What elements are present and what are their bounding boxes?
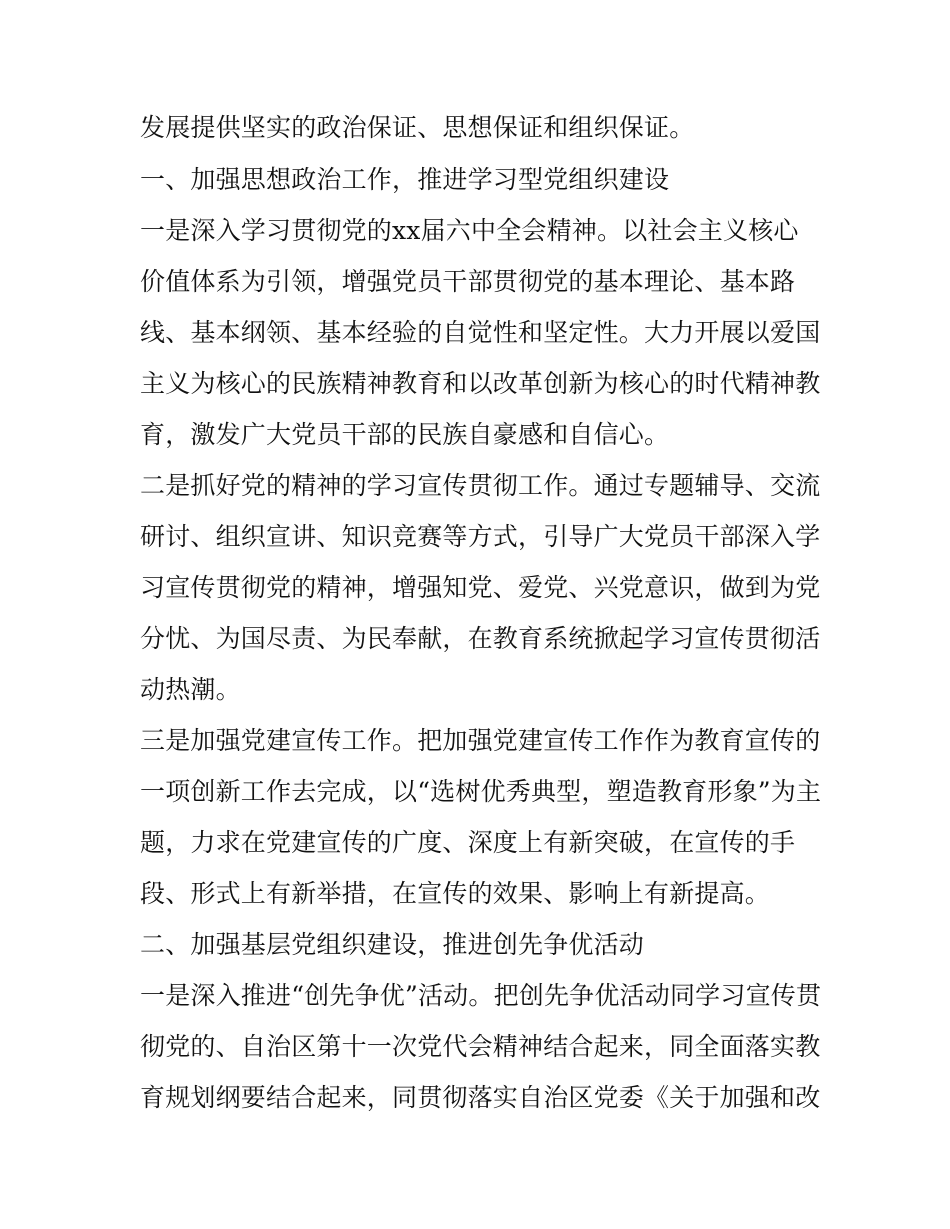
text-line: 一项创新工作去完成，以“选树优秀典型，塑造教育形象”为主	[140, 777, 822, 806]
text-line: 育规划纲要结合起来，同贯彻落实自治区党委《关于加强和改	[140, 1083, 821, 1112]
text-line: 线、基本纲领、基本经验的自觉性和坚定性。大力开展以爱国	[140, 318, 821, 347]
text-line: 题，力求在党建宣传的广度、深度上有新突破，在宣传的手	[140, 828, 796, 857]
text-line: 习宣传贯彻党的精神，增强知党、爱党、兴党意识，做到为党	[140, 573, 821, 602]
section-heading: 一、加强思想政治工作，推进学习型党组织建设	[140, 165, 670, 194]
text-line: 发展提供坚实的政治保证、思想保证和组织保证。	[140, 113, 695, 142]
text-line: 研讨、组织宣讲、知识竞赛等方式，引导广大党员干部深入学	[140, 522, 821, 551]
text-line: 段、形式上有新举措，在宣传的效果、影响上有新提高。	[140, 879, 771, 908]
text-line: 主义为核心的民族精神教育和以改革创新为核心的时代精神教	[140, 369, 821, 398]
text-line: 育，激发广大党员干部的民族自豪感和自信心。	[140, 420, 670, 449]
text-line: 一是深入推进“创先争优”活动。把创先争优活动同学习宣传贯	[140, 981, 822, 1010]
section-heading: 二、加强基层党组织建设，推进创先争优活动	[140, 930, 645, 959]
text-line: 分忧、为国尽责、为民奉献，在教育系统掀起学习宣传贯彻活	[140, 624, 821, 653]
text-line: 一是深入学习贯彻党的xx届六中全会精神。以社会主义核心	[140, 216, 799, 245]
text-line: 价值体系为引领，增强党员干部贯彻党的基本理论、基本路	[140, 267, 796, 296]
text-line: 动热潮。	[140, 675, 241, 704]
text-line: 彻党的、自治区第十一次党代会精神结合起来，同全面落实教	[140, 1032, 821, 1061]
text-line: 二是抓好党的精神的学习宣传贯彻工作。通过专题辅导、交流	[140, 471, 821, 500]
text-line: 三是加强党建宣传工作。把加强党建宣传工作作为教育宣传的	[140, 726, 821, 755]
